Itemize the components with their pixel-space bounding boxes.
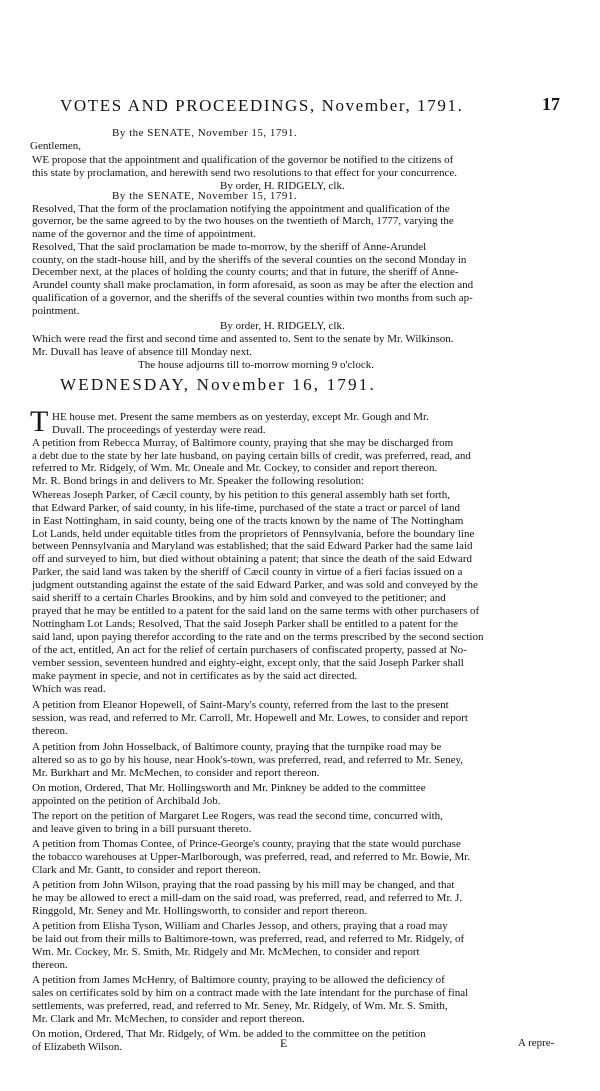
text-line: governor, be the same agreed to by the two houses on the twentieth of March, 1777, varying the (32, 215, 454, 227)
text-line: of the act, entitled, An act for the relief of certain purchasers of confiscated property, passed at No- (32, 644, 467, 656)
text-line: thereon. (32, 959, 68, 971)
text-line: On motion, Ordered, That Mr. Ridgely, of Wm. be added to the committee on the petition (32, 1028, 426, 1040)
text-line: he may be allowed to erect a mill-dam on the said road, was preferred, read, and referred to Mr. J. (32, 892, 463, 904)
text-line: this state by proclamation, and herewith send two resolutions to that effect for your concurrence. (32, 167, 457, 179)
text-line: sales on certificates sold by him on a contract made with the late intendant for the purchase of final (32, 987, 469, 999)
text-line: By the SENATE, November 15, 1791. (112, 190, 298, 202)
text-line: qualification of a governor, and the sheriffs of the several counties within two months from such ap- (32, 292, 473, 304)
text-line: Ringgold, Mr. Seney and Mr. Hollingsworth, to consider and report thereon. (32, 905, 368, 917)
text-line: December next, at the places of holding the county courts; and that in future, the sheriff of Anne- (32, 266, 459, 278)
text-line: Mr. Burkhart and Mr. McMechen, to consider and report thereon. (32, 767, 320, 779)
text-line: Duvall. The proceedings of yesterday were read. (52, 424, 266, 436)
text-line: name of the governor and the time of appointment. (32, 228, 256, 240)
text-line: Mr. Clark and Mr. McMechen, to consider and report thereon. (32, 1013, 305, 1025)
text-line: judgment outstanding against the estate of the said Edward Parker, and was sold and conveyed by the (32, 579, 478, 591)
text-line: A petition from John Hosselback, of Baltimore county, praying that the turnpike road may be (32, 741, 442, 753)
text-line: A petition from Eleanor Hopewell, of Saint-Mary's county, referred from the last to the present (32, 699, 449, 711)
drop-cap: T (30, 405, 49, 438)
text-line: in East Nottingham, in said county, being one of the tracts known by the name of The Nottingham (32, 515, 464, 527)
text-line: between Pennsylvania and Maryland was established; that the said Edward Parker had the same laid (32, 540, 473, 552)
text-line: By order, H. RIDGELY, clk. (220, 180, 345, 192)
text-line: said land, upon paying therefor according to the rate and on the terms prescribed by the second section (32, 631, 484, 643)
text-line: On motion, Ordered, That Mr. Hollingsworth and Mr. Pinkney be added to the committee (32, 782, 426, 794)
text-line: WEDNESDAY, November 16, 1791. (60, 375, 376, 394)
text-line: of Elizabeth Wilson. (32, 1041, 123, 1053)
text-line: Lot Lands, held under equitable titles from the proprietors of Pennsylvania, before the boundary line (32, 528, 475, 540)
text-line: A petition from Rebecca Murray, of Baltimore county, praying that she may be discharged from (32, 437, 454, 449)
text-line: appointed on the petition of Archibald Job. (32, 795, 221, 807)
text-line: Clark and Mr. Gantt, to consider and report thereon. (32, 864, 261, 876)
text-line: Resolved, That the said proclamation be made to-morrow, by the sheriff of Anne-Arundel (32, 241, 427, 253)
text-line: vember session, seventeen hundred and eighty-eight, except only, that the said Joseph Parker shall (32, 657, 464, 669)
text-line: By the SENATE, November 15, 1791. (112, 127, 298, 139)
text-line: A petition from James McHenry, of Baltimore county, praying to be allowed the deficiency of (32, 974, 445, 986)
text-line: Mr. R. Bond brings in and delivers to Mr. Speaker the following resolution: (32, 475, 365, 487)
text-line: Which was read. (32, 683, 106, 695)
text-line: Whereas Joseph Parker, of Cæcil county, by his petition to this general assembly hath set forth, (32, 489, 450, 501)
text-line: WE propose that the appointment and qualification of the governor be notified to the citizens of (32, 154, 454, 166)
text-line: thereon. (32, 725, 68, 737)
catchword: A repre- (518, 1037, 555, 1049)
text-line: HE house met. Present the same members as on yesterday, except Mr. Gough and Mr. (52, 411, 429, 423)
text-line: A petition from Thomas Contee, of Prince-George's county, praying that the state would purchase (32, 838, 461, 850)
text-line: and leave given to bring in a bill pursuant thereto. (32, 823, 252, 835)
text-line: referred to Mr. Ridgely, of Wm. Mr. Oneale and Mr. Cockey, to consider and report thereon. (32, 462, 438, 474)
text-line: altered so as to go by his house, near Hook's-town, was preferred, read, and referred to Mr. Seney, (32, 754, 464, 766)
page-header (60, 96, 560, 120)
text-line: make payment in specie, and not in certificates as by the said act directed. (32, 670, 358, 682)
text-line: The house adjourns till to-morrow morning 9 o'clock. (138, 359, 374, 371)
text-line: Which were read the first and second time and assented to. Sent to the senate by Mr. Wilkinson. (32, 333, 454, 345)
text-line: Mr. Duvall has leave of absence till Monday next. (32, 346, 252, 358)
text-line: session, was read, and referred to Mr. Carroll, Mr. Hopewell and Mr. Lowes, to consider and report (32, 712, 468, 724)
text-line: county, on the stadt-house hill, and by the sheriffs of the several counties on the second Monday in (32, 254, 467, 266)
text-line: Nottingham Lot Lands; Resolved, That the said Joseph Parker shall be entitled to a patent for the (32, 618, 458, 630)
text-line: Parker, the said land was taken by the sheriff of Cæcil county in virtue of a fieri facias issued on a (32, 566, 463, 578)
text-line: By order, H. RIDGELY, clk. (220, 320, 345, 332)
running-title: VOTES AND PROCEEDINGS, November, 1791. (60, 96, 464, 115)
text-line: prayed that he may be entitled to a patent for the said land on the same terms with other purchasers of (32, 605, 480, 617)
text-line: said sheriff to a certain Charles Brookins, and by him sold and conveyed to the petitioner; and (32, 592, 446, 604)
signature-mark: E (280, 1036, 288, 1050)
text-line: Wm. Mr. Cockey, Mr. S. Smith, Mr. Ridgely and Mr. McMechen, to consider and report (32, 946, 420, 958)
text-line: settlements, was preferred, read, and referred to Mr. Seney, Mr. Ridgely, of Wm. Mr. S. Smith, (32, 1000, 448, 1012)
text-line: the tobacco warehouses at Upper-Marlborough, was preferred, read, and referred to Mr. Bowie, Mr. (32, 851, 471, 863)
text-line: that Edward Parker, of said county, in his life-time, purchased of the state a tract or parcel of land (32, 502, 460, 514)
text-line: A petition from Elisha Tyson, William and Charles Jessop, and others, praying that a road may (32, 920, 448, 932)
text-line: a debt due to the state by her late husband, on paying certain bills of credit, was preferred, read, and (32, 450, 471, 462)
page-number: 17 (542, 94, 560, 114)
text-line: The report on the petition of Margaret Lee Rogers, was read the second time, concurred with, (32, 810, 443, 822)
text-line: pointment. (32, 305, 80, 317)
text-line: Resolved, That the form of the proclamation notifying the appointment and qualification of the (32, 203, 450, 215)
text-line: Gentlemen, (30, 140, 82, 152)
text-line: off and surveyed to him, but died without obtaining a patent; that since the death of the said Edward (32, 553, 472, 565)
text-line: A petition from John Wilson, praying that the road passing by his mill may be changed, and that (32, 879, 455, 891)
text-line: be laid out from their mills to Baltimore-town, was preferred, read, and referred to Mr. Ridgely, of (32, 933, 465, 945)
text-line: Arundel county shall make proclamation, in form aforesaid, as soon as may be after the election and (32, 279, 474, 291)
